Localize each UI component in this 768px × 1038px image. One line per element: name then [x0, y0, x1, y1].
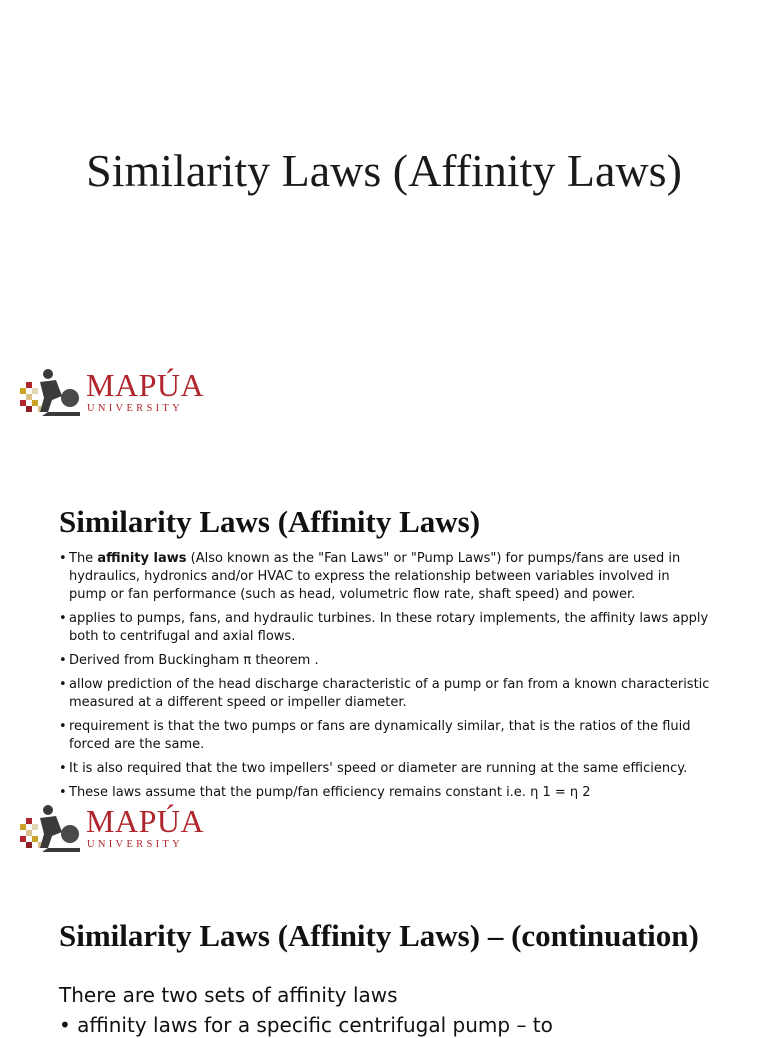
slide-title [0, 0, 768, 352]
logo-name: MAPÚA [86, 803, 205, 839]
list-item: • It is also required that the two impellers' speed or diameter are running at the same efficiency. [59, 760, 710, 778]
slide-title-heading: Similarity Laws (Affinity Laws) [86, 144, 682, 196]
logo-subtitle: UNIVERSITY [87, 839, 183, 850]
list-item: • These laws assume that the pump/fan efficiency remains constant i.e. η 1 = η 2 [59, 784, 710, 802]
slide-heading: Similarity Laws (Affinity Laws) [59, 503, 481, 539]
logo-subtitle: UNIVERSITY [87, 403, 183, 414]
bullet-list [59, 550, 710, 808]
partial-bullet-text: • affinity laws for a specific centrifugal pump – to [59, 1013, 553, 1037]
slide-similarity-laws [0, 352, 768, 800]
logo-emblem-icon [18, 366, 84, 420]
logo-name: MAPÚA [86, 367, 205, 403]
list-item: • Derived from Buckingham π theorem . [59, 652, 710, 670]
list-item: • The affinity laws (Also known as the "Fan Laws" or "Pump Laws") for pumps/fans are used in hydraulics, hydronics and/or HVAC to express the relationship between variables involved in pump or fan performance (such as head, volumetric flow rate, shaft speed) and power. [59, 550, 710, 604]
list-item: • allow prediction of the head discharge characteristic of a pump or fan from a known characteristic measured at a different speed or impeller diameter. [59, 676, 710, 712]
university-logo [18, 366, 218, 420]
university-logo [18, 802, 218, 856]
intro-text: There are two sets of affinity laws [59, 983, 398, 1007]
slide-heading: Similarity Laws (Affinity Laws) – (continuation) [59, 917, 699, 953]
list-item: • requirement is that the two pumps or fans are dynamically similar, that is the ratios of the fluid forced are the same. [59, 718, 710, 754]
slide-similarity-laws-continuation [0, 792, 768, 1037]
list-item: • applies to pumps, fans, and hydraulic turbines. In these rotary implements, the affinity laws apply both to centrifugal and axial flows. [59, 610, 710, 646]
logo-emblem-icon [18, 802, 84, 856]
